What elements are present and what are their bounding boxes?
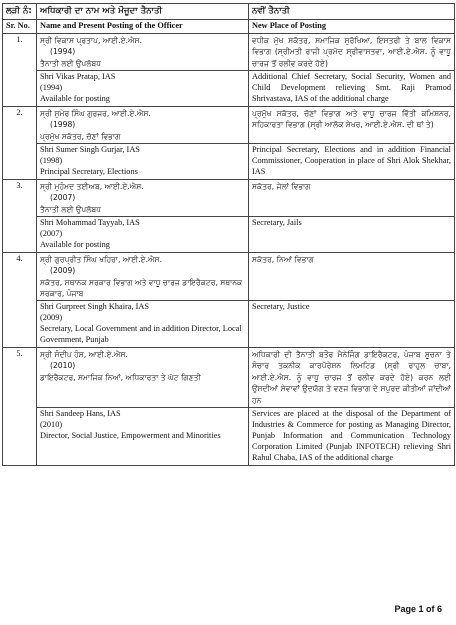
officer-cell-english [37,301,249,348]
officer-name-punjabi: ਸ੍ਰੀ ਗੁਰਪ੍ਰੀਤ ਸਿੰਘ ਖਹਿਰਾ, ਆਈ.ਏ.ਐਸ. [40,254,162,264]
header-row-english [3,19,455,33]
header-officer-english: Name and Present Posting of the Officer [37,19,249,33]
officer-cell-punjabi [37,106,249,143]
present-posting-punjabi: ਤੈਨਾਤੀ ਲਈ ਉਪਲੱਬਧ [40,58,101,68]
entry-row-english [3,408,455,466]
entry-row-english [3,143,455,179]
present-posting-punjabi: ਸਕੱਤਰ, ਸਥਾਨਕ ਸਰਕਾਰ ਵਿਭਾਗ ਅਤੇ ਵਾਧੂ ਚਾਰਜ ਡਾਇਰੈਕਟਰ, ਸਥਾਨਕ ਸਰਕਾਰ, ਪੰਜਾਬ [40,277,243,298]
header-officer-punjabi: ਅਧਿਕਾਰੀ ਦਾ ਨਾਮ ਅਤੇ ਮੌਜੂਦਾ ਤੈਨਾਤੀ [37,4,249,20]
batch-year-english: (2010) [40,419,63,429]
batch-year-punjabi: (1994) [50,47,76,57]
entry-row-punjabi [3,348,455,408]
serial-number: 5. [3,348,37,466]
officer-name-english: Shri Vikas Pratap, IAS [40,72,116,81]
entry-row-punjabi [3,179,455,216]
officer-name-english: Shri Mohammad Tayyab, IAS [40,217,140,227]
batch-year-english: (2007) [40,228,63,238]
present-posting-punjabi: ਤੈਨਾਤੀ ਲਈ ਉਪਲੱਬਧ [40,204,101,214]
entry-row-punjabi [3,106,455,143]
serial-number: 2. [3,106,37,179]
present-posting-english: Director, Social Justice, Empowerment and Minorities [40,430,221,440]
present-posting-english: Available for posting [40,239,110,249]
officer-cell-english [37,408,249,466]
new-posting-english: Additional Chief Secretary, Social Security, Women and Child Development relieving Smt. Raji Pramod Shrivastava, IAS of the additional charge [249,71,455,107]
batch-year-english: (2009) [40,313,63,323]
postings-table [2,3,455,466]
batch-year-english: (1994) [40,82,63,92]
officer-name-punjabi: ਸ੍ਰੀ ਸੰਦੀਪ ਹੰਸ, ਆਈ.ਏ.ਐਸ. [40,350,128,360]
new-posting-punjabi: ਸਕੱਤਰ, ਨਿਆਂ ਵਿਭਾਗ [249,252,455,301]
new-posting-english: Services are placed at the disposal of the Department of Industries & Commerce for posting as Managing Director, Punjab Information and Communication Technology Corporation Limited (Punjab INFOTECH) relieving Shri Rahul Chaba, IAS of the additional charge [249,408,455,466]
header-new-posting-punjabi: ਨਵੀਂ ਤੈਨਾਤੀ [249,4,455,20]
officer-cell-punjabi [37,252,249,301]
new-posting-english: Principal Secretary, Elections and in addition Financial Commissioner, Cooperation in place of Shri Alok Shekhar, IAS [249,143,455,179]
officer-name-english: Shri Sumer Singh Gurjar, IAS [40,144,140,154]
header-row-punjabi [3,4,455,20]
officer-cell-punjabi [37,179,249,216]
new-posting-english: Secretary, Justice [249,301,455,348]
batch-year-punjabi: (2009) [50,266,76,276]
page-number: Page 1 of 6 [394,604,442,614]
officer-name-punjabi: ਸ੍ਰੀ ਵਿਕਾਸ ਪ੍ਰਤਾਪ, ਆਈ.ਏ.ਐਸ. [40,35,143,45]
entry-row-punjabi [3,33,455,70]
serial-number: 1. [3,33,37,106]
present-posting-english: Secretary, Local Government and in addition Director, Local Government, Punjab [40,324,242,345]
officer-cell-english [37,143,249,179]
batch-year-punjabi: (2007) [50,193,76,203]
header-sr-punjabi: ਲੜੀ ਨੰ: [3,4,37,20]
new-posting-punjabi: ਸਕੱਤਰ, ਜੇਲਾਂ ਵਿਭਾਗ [249,179,455,216]
serial-number: 4. [3,252,37,347]
entry-row-english [3,301,455,348]
batch-year-punjabi: (2010) [50,361,76,371]
header-new-posting-english: New Place of Posting [249,19,455,33]
present-posting-punjabi: ਪ੍ਰਮੁੱਖ ਸਕੱਤਰ, ਚੋਣਾਂ ਵਿਭਾਗ [40,131,121,141]
new-posting-english: Secretary, Jails [249,216,455,252]
entry-row-english [3,216,455,252]
officer-cell-punjabi [37,348,249,408]
officer-cell-english [37,71,249,107]
officer-name-english: Shri Gurpreet Singh Khaira, IAS [40,302,149,312]
batch-year-english: (1998) [40,155,63,165]
officer-cell-english [37,216,249,252]
new-posting-punjabi: ਅਧਿਕਾਰੀ ਦੀ ਤੈਨਾਤੀ ਬਤੌਰ ਮੈਨੇਜਿੰਗ ਡਾਇਰੈਕਟਰ, ਪੰਜਾਬ ਸੂਚਨਾ ਤੇ ਸੰਚਾਰ ਤਕਨੀਕ ਕਾਰਪੋਰੇਸ਼ਨ ਲਿਮਟਿਡ (ਸ੍ਰੀ ਰਾਹੁਲ ਚਾਬਾ, ਆਈ.ਏ.ਐਸ. ਨੂੰ ਵਾਧੂ ਚਾਰਜ ਤੋਂ ਰਲੀਵ ਕਰਦੇ ਹੋਏ) ਕਰਨ ਲਈ ਉਸਦੀਆਂ ਸੇਵਾਵਾਂ ਉਦਯੋਗ ਤੇ ਵਣਜ ਵਿਭਾਗ ਦੇ ਸਪੁਰਦ ਕੀਤੀਆਂ ਜਾਂਦੀਆਂ ਹਨ [249,348,455,408]
officer-name-punjabi: ਸ੍ਰੀ ਸੁਮੇਰ ਸਿੰਘ ਗੁਰਜਰ, ਆਈ.ਏ.ਐਸ. [40,108,151,118]
present-posting-english: Principal Secretary, Elections [40,166,138,176]
new-posting-punjabi: ਵਧੀਕ ਮੁੱਖ ਸਕੱਤਰ, ਸਮਾਜਿਕ ਸੁਰੱਖਿਆ, ਇਸਤਰੀ ਤੇ ਬਾਲ ਵਿਕਾਸ ਵਿਭਾਗ (ਸ੍ਰੀਮਤੀ ਰਾਜੀ ਪ੍ਰਮੋਦ ਸ੍ਰੀਵਾਸਤਵਾ, ਆਈ.ਏ.ਐਸ. ਨੂੰ ਵਾਧੂ ਚਾਰਜ ਤੋਂ ਰਲੀਵ ਕਰਦੇ ਹੋਏ) [249,33,455,70]
present-posting-punjabi: ਡਾਇਰੈਕਟਰ, ਸਮਾਜਿਕ ਨਿਆਂ, ਅਧਿਕਾਰਤਾ ਤੇ ਘੱਟ ਗਿਣਤੀ [40,372,201,382]
officer-name-english: Shri Sandeep Hans, IAS [40,409,121,419]
serial-number: 3. [3,179,37,252]
entry-row-english [3,71,455,107]
officer-cell-punjabi [37,33,249,70]
new-posting-punjabi: ਪ੍ਰਮੁੱਖ ਸਕੱਤਰ, ਚੋਣਾਂ ਵਿਭਾਗ ਅਤੇ ਵਾਧੂ ਚਾਰਜ ਵਿੱਤੀ ਕਮਿਸ਼ਨਰ, ਸਹਿਕਾਰਤਾ ਵਿਭਾਗ (ਸ੍ਰੀ ਆਲੋਕ ਸ਼ੇਖਰ, ਆਈ.ਏ.ਐਸ. ਦੀ ਥਾਂ ਤੇ) [249,106,455,143]
officer-name-punjabi: ਸ੍ਰੀ ਮੁਹੰਮਦ ਤਈਅਬ, ਆਈ.ਏ.ਐਸ. [40,181,144,191]
present-posting-english: Available for posting [40,93,110,103]
entry-row-punjabi [3,252,455,301]
header-sr-english: Sr. No. [3,19,37,33]
batch-year-punjabi: (1998) [50,120,76,130]
